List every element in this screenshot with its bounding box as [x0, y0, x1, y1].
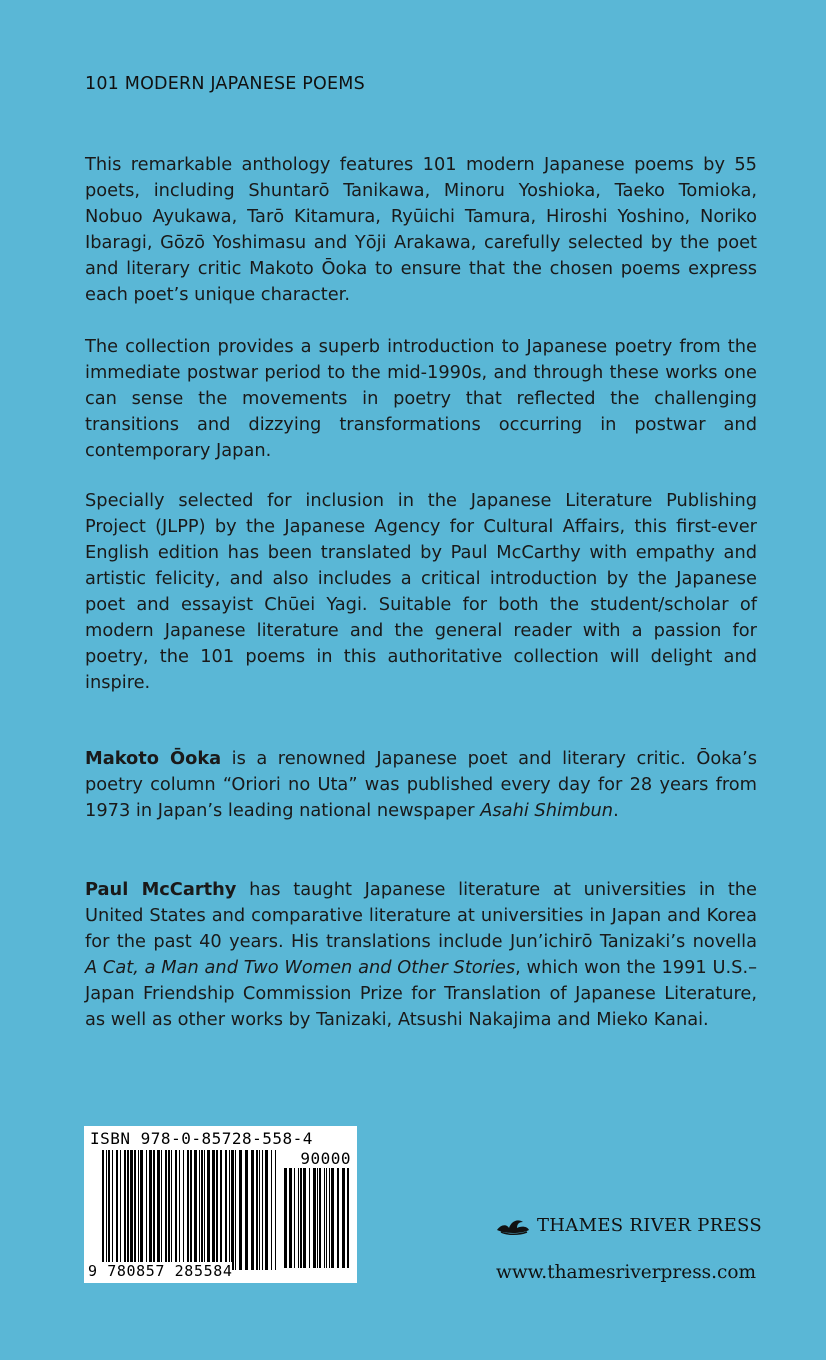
barcode-bar — [239, 1150, 242, 1270]
barcode-bar — [140, 1150, 143, 1270]
barcode-bar — [199, 1150, 200, 1270]
barcode-bar — [204, 1150, 205, 1270]
barcode-bar — [331, 1168, 334, 1268]
barcode-bar — [112, 1150, 113, 1270]
barcode-bar — [201, 1150, 203, 1270]
barcode-bar — [108, 1150, 110, 1270]
barcode-bar — [329, 1168, 330, 1268]
barcode-bar — [171, 1150, 172, 1270]
barcode-bar — [149, 1150, 152, 1270]
barcode-bar — [216, 1150, 218, 1270]
barcode-bar — [317, 1168, 318, 1268]
barcode-bar — [212, 1150, 215, 1270]
barcode-bar — [138, 1150, 139, 1270]
barcode-bar — [183, 1150, 184, 1270]
barcode-bar — [127, 1150, 129, 1270]
barcode-bar — [284, 1168, 287, 1268]
barcode-digits: 9 780857 285584 — [88, 1262, 233, 1280]
barcode-bar — [165, 1150, 167, 1270]
barcode-bar — [168, 1150, 170, 1270]
barcode-bar — [326, 1168, 327, 1268]
translator-bio-text: has taught Japanese literature at universities in the United States and comparative literature at universities in Japan and Korea for the past 40 years. His translations include Jun’ichirō Tanizaki’s novella — [85, 879, 757, 952]
barcode-bar — [175, 1150, 177, 1270]
blurb-paragraph-3: Specially selected for inclusion in the Japanese Literature Publishing Project (JLPP) by the Japanese Agency for Cultural Affairs, this first-ever English edition has been translated by Paul McCarthy with empathy and artistic felicity, and also includes a critical introduction by the Japanese poet and essayist Chūei Yagi. Suitable for both the student/scholar of modern Japanese literature and the general reader with a passion for poetry, the 101 poems in this authoritative collection will delight and inspire. — [85, 490, 757, 693]
author-bio-text: is a renowned Japanese poet and literary critic. Ōoka’s poetry column “Oriori no Uta” was published every day for 28 years from 1973 in Japan’s leading national newspaper — [85, 748, 757, 821]
supplement-barcode-bars — [284, 1168, 350, 1268]
barcode-bar — [220, 1150, 222, 1270]
barcode-bar — [313, 1168, 316, 1268]
barcode-bar — [116, 1150, 118, 1270]
barcode-bar — [229, 1150, 230, 1270]
barcode-bar — [271, 1150, 272, 1270]
barcode-bar — [298, 1168, 299, 1268]
barcode-bar — [337, 1168, 339, 1268]
blurb-paragraph-1: This remarkable anthology features 101 modern Japanese poems by 55 poets, including Shuntarō Tanikawa, Minoru Yoshioka, Taeko Tomioka, Nobuo Ayukawa, Tarō Kitamura, Ryūichi Tamura, Hiroshi Yoshino, Noriko Ibaragi, Gōzō Yoshimasu and Yōji Arakawa, carefully selected by the poet and literary critic Makoto Ōoka to ensure that the chosen poems express each poet’s unique character. — [85, 154, 757, 305]
barcode-bar — [275, 1150, 276, 1270]
newspaper-title: Asahi Shimbun — [480, 800, 614, 821]
barcode-bar — [187, 1150, 189, 1270]
barcode-bar — [157, 1150, 160, 1270]
barcode-bar — [146, 1150, 147, 1270]
book-title: 101 MODERN JAPANESE POEMS — [85, 74, 365, 94]
blurb-paragraph-2: The collection provides a superb introduction to Japanese poetry from the immediate postwar period to the mid-1990s, and through these works one can sense the movements in poetry that reflected the challenging transitions and dizzying transformations occurring in postwar and contemporary Japan. — [85, 336, 757, 461]
translated-book-title: A Cat, a Man and Two Women and Other Stories — [85, 957, 516, 978]
translator-bio-end: , which won the 1991 U.S.–Japan Friendship Commission Prize for Translation of Japanese Literature, as well as other works by Tanizaki, Atsushi Nakajima and Mieko Kanai. — [85, 957, 757, 1030]
barcode-bars — [102, 1150, 278, 1270]
barcode-bar — [309, 1168, 310, 1268]
barcode-bar — [319, 1168, 321, 1268]
barcode-bar — [231, 1150, 234, 1270]
barcode-bar — [303, 1168, 306, 1268]
barcode-bar — [251, 1150, 254, 1270]
publisher-name: THAMES RIVER PRESS — [537, 1214, 762, 1236]
barcode-bar — [194, 1150, 197, 1270]
translator-name: Paul McCarthy — [85, 879, 237, 900]
barcode-bar — [256, 1150, 258, 1270]
barcode-bar — [347, 1168, 349, 1268]
barcode-bar — [207, 1150, 210, 1270]
author-bio-end: . — [613, 800, 619, 821]
isbn-label: ISBN 978-0-85728-558-4 — [90, 1129, 313, 1148]
barcode-bar — [235, 1150, 236, 1270]
barcode-bar — [153, 1150, 155, 1270]
barcode-bar — [245, 1150, 248, 1270]
swan-logo-icon — [495, 1214, 531, 1236]
barcode-bar — [102, 1150, 104, 1270]
barcode-bar — [294, 1168, 295, 1268]
barcode-bar — [134, 1150, 136, 1270]
barcode-bar — [342, 1168, 345, 1268]
barcode-bar — [124, 1150, 126, 1270]
barcode-bar — [259, 1150, 260, 1270]
barcode-bar — [262, 1150, 263, 1270]
translator-bio-mccarthy — [85, 877, 757, 1033]
barcode-bar — [179, 1150, 180, 1270]
author-bio-ooka — [85, 746, 757, 824]
barcode-bar — [106, 1150, 107, 1270]
barcode-bar — [265, 1150, 268, 1270]
barcode-bar — [324, 1168, 325, 1268]
publisher-logo — [495, 1214, 762, 1236]
price-code: 90000 — [300, 1149, 351, 1168]
publisher-url[interactable]: www.thamesriverpress.com — [496, 1262, 757, 1283]
isbn-barcode — [84, 1126, 357, 1283]
author-name: Makoto Ōoka — [85, 748, 222, 769]
barcode-bar — [289, 1168, 292, 1268]
barcode-bar — [300, 1168, 302, 1268]
barcode-bar — [190, 1150, 192, 1270]
barcode-bar — [120, 1150, 121, 1270]
barcode-bar — [225, 1150, 227, 1270]
barcode-bar — [130, 1150, 133, 1270]
barcode-bar — [161, 1150, 162, 1270]
